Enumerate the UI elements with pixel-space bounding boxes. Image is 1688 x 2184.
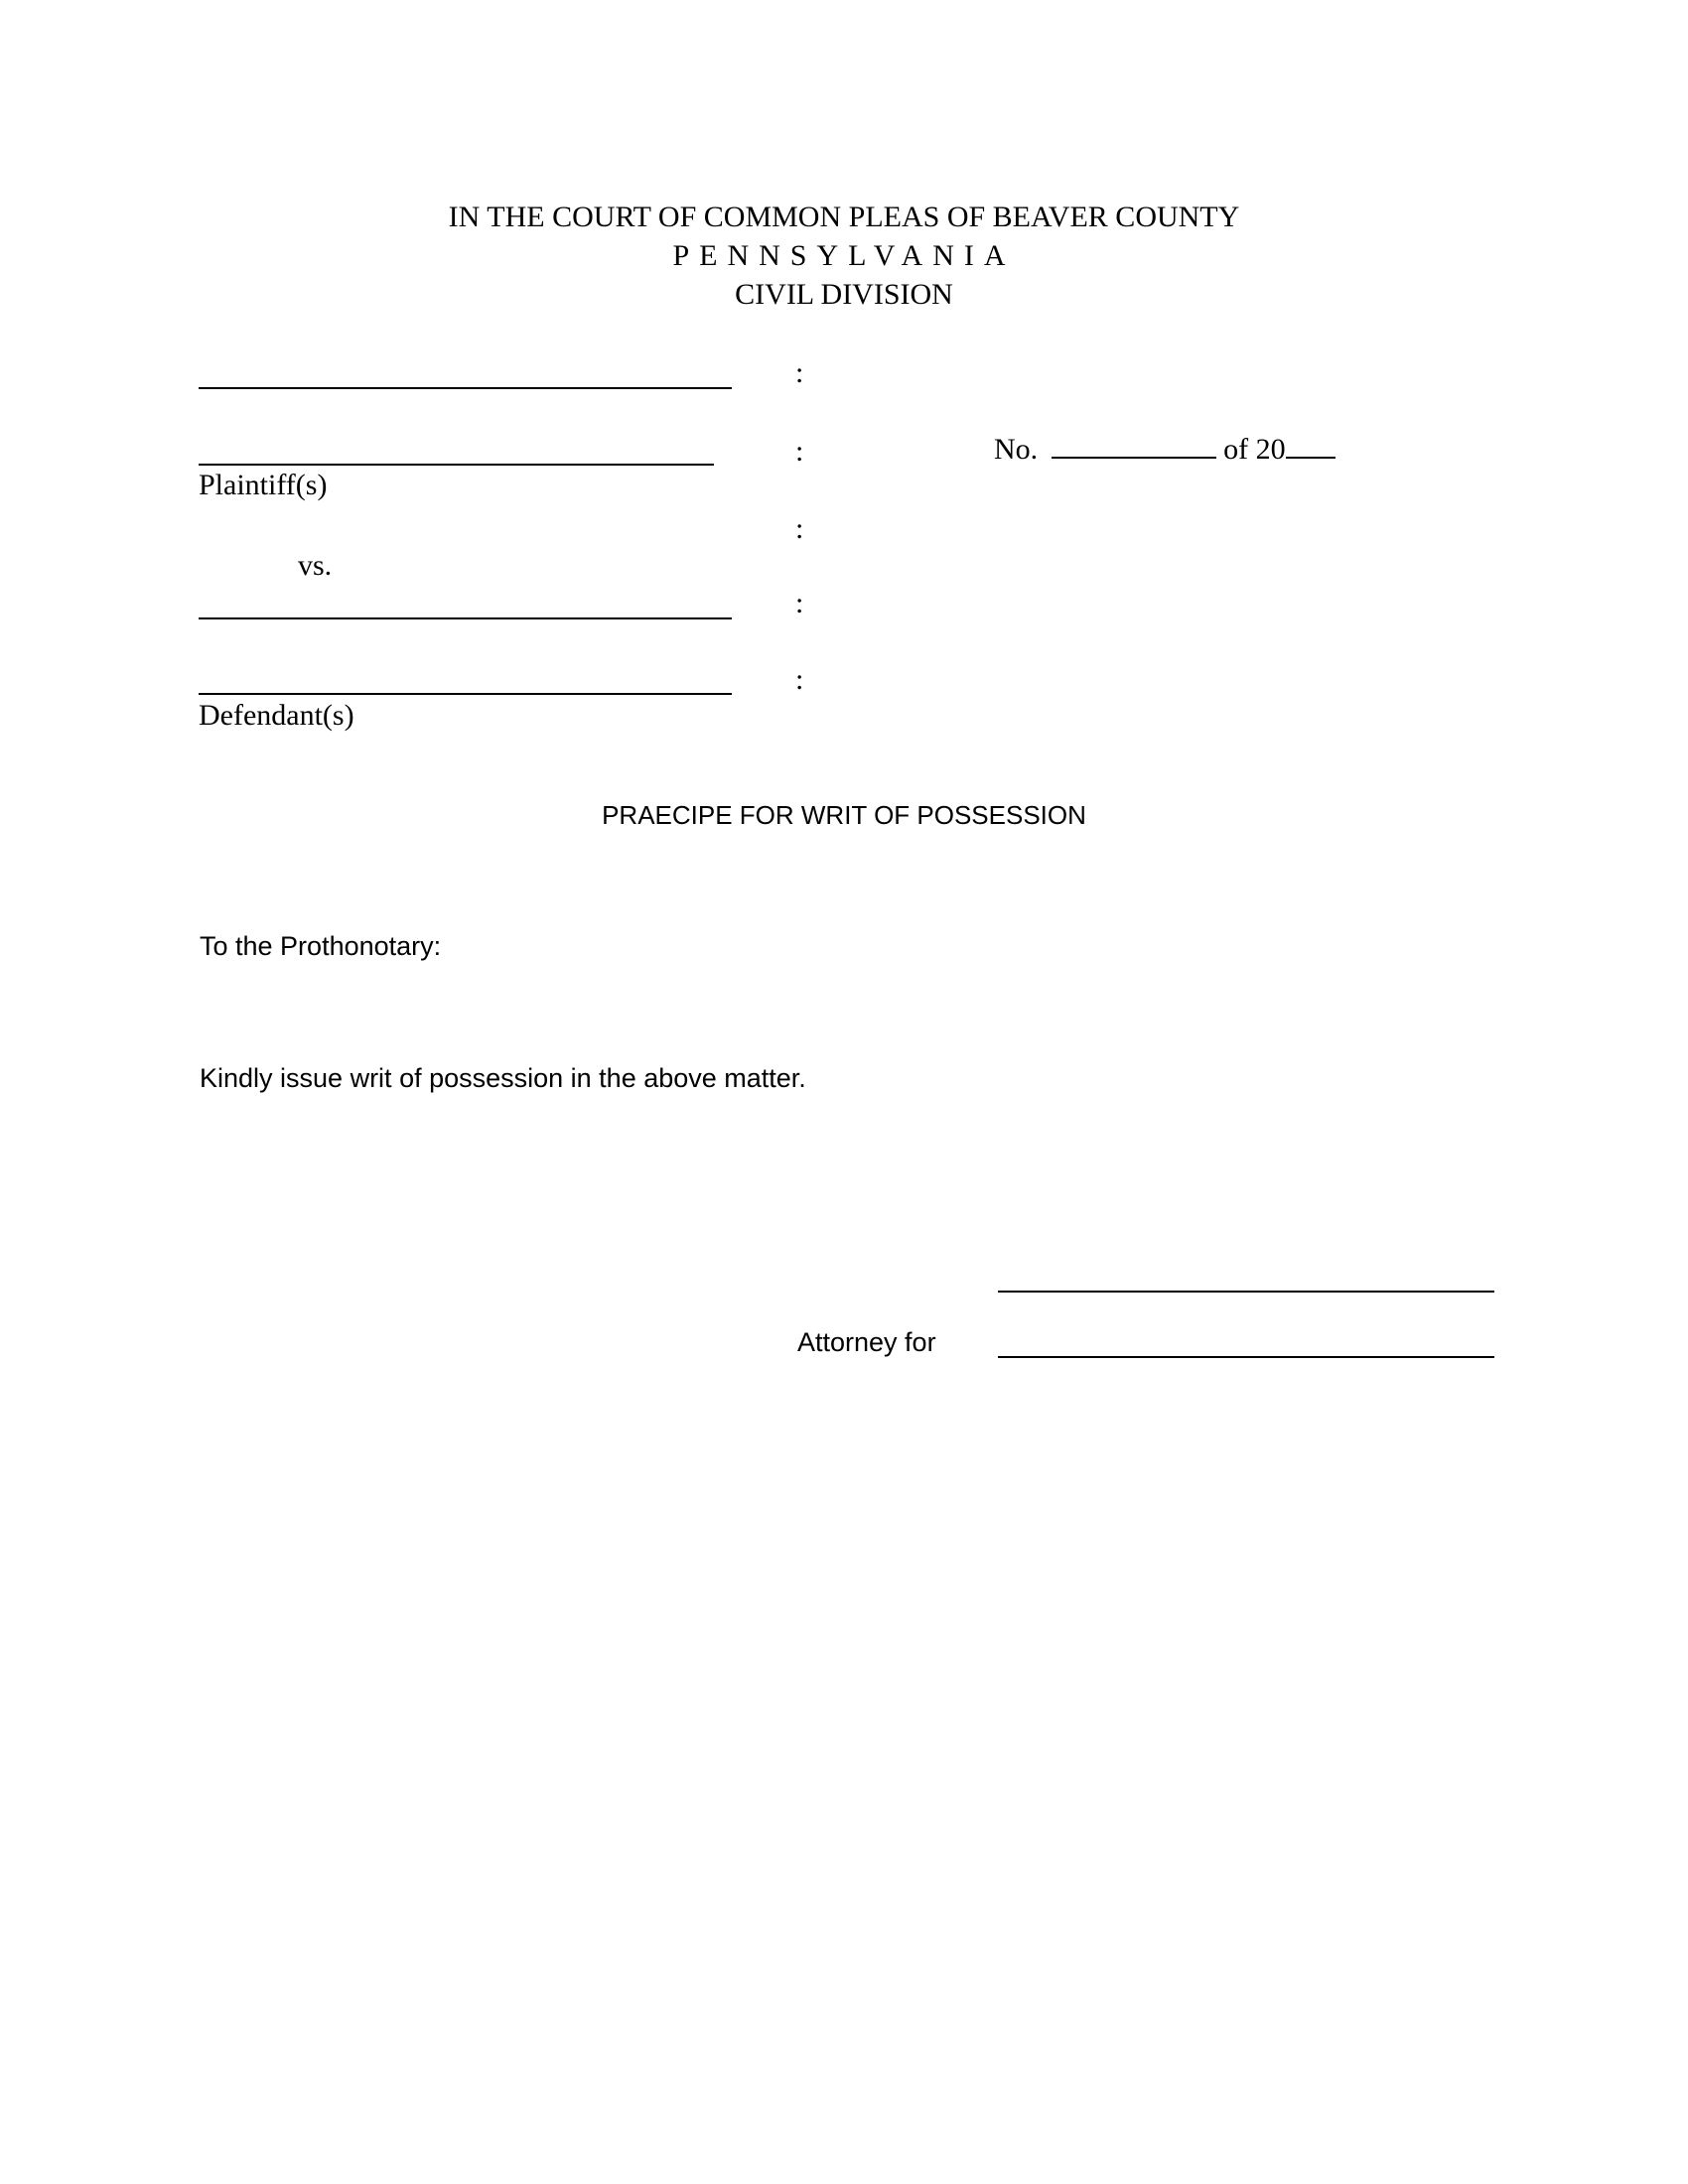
state-title: PENNSYLVANIA: [672, 239, 1016, 272]
vs-label: vs.: [298, 549, 333, 582]
salutation: To the Prothonotary:: [200, 931, 442, 961]
number-label: No.: [994, 433, 1039, 466]
caption-colon: :: [795, 435, 804, 468]
document-title: PRAECIPE FOR WRIT OF POSSESSION: [602, 800, 1086, 830]
plaintiff-name-line-2[interactable]: [199, 464, 714, 466]
caption-colon: :: [795, 663, 804, 696]
case-number-blank[interactable]: [1052, 455, 1216, 459]
defendant-name-line-2[interactable]: [199, 693, 732, 695]
caption-colon: :: [795, 512, 804, 545]
case-number-field: [994, 435, 1336, 465]
request-text: Kindly issue writ of possession in the above matter.: [200, 1063, 806, 1093]
caption-colon: :: [795, 587, 804, 619]
attorney-for-line[interactable]: [998, 1356, 1494, 1358]
defendant-name-line-1[interactable]: [199, 617, 732, 619]
defendant-label: Defendant(s): [199, 699, 354, 732]
attorney-for-label: Attorney for: [797, 1327, 936, 1357]
year-label: of 20: [1223, 433, 1286, 466]
caption-colon: :: [795, 356, 804, 389]
signature-line[interactable]: [998, 1291, 1494, 1293]
case-year-blank[interactable]: [1286, 455, 1336, 459]
court-title: IN THE COURT OF COMMON PLEAS OF BEAVER COUNTY: [448, 201, 1240, 233]
plaintiff-name-line-1[interactable]: [199, 387, 732, 389]
division-title: CIVIL DIVISION: [735, 278, 953, 311]
plaintiff-label: Plaintiff(s): [199, 469, 328, 501]
